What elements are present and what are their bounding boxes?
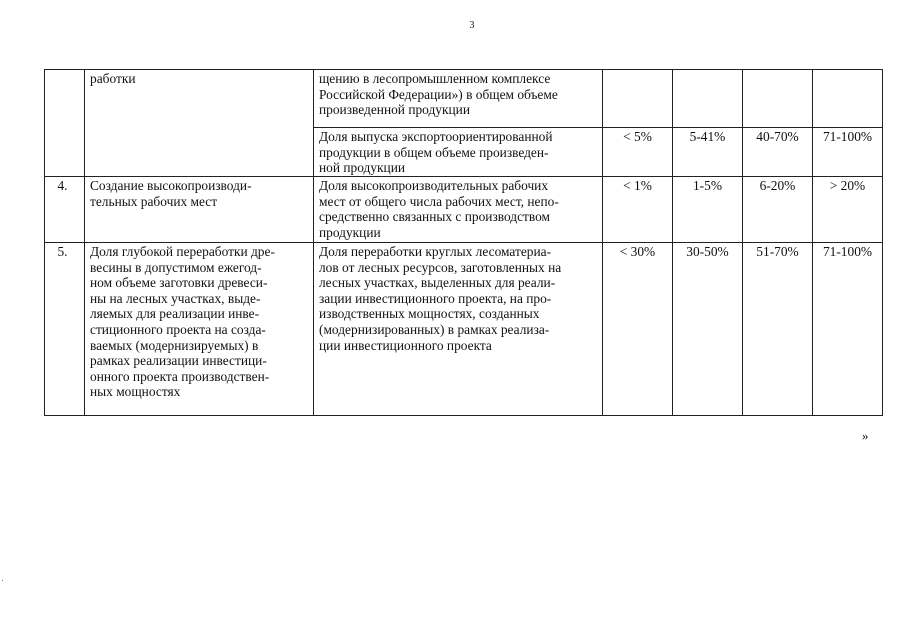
value-cell: < 5% [603, 128, 673, 177]
value-cell: < 30% [603, 243, 673, 416]
value-cell: 71-100% [813, 128, 883, 177]
value-cell [743, 70, 813, 128]
scan-artifact [2, 580, 3, 581]
value-cell: 40-70% [743, 128, 813, 177]
row-number-cell: 4. [45, 177, 85, 243]
indicator-cell: Доля выпуска экспортоориентированной продукции в общем объеме произведен- ной продукции [314, 128, 603, 177]
value-cell: 5-41% [673, 128, 743, 177]
value-cell: 1-5% [673, 177, 743, 243]
indicator-cell: Доля высокопроизводительных рабочих мест от общего числа рабочих мест, непо- средственно связанных с производством продукции [314, 177, 603, 243]
value-cell [813, 70, 883, 128]
table-row [45, 70, 883, 128]
table-row [45, 243, 883, 416]
row-number-cell [45, 70, 85, 177]
value-cell [673, 70, 743, 128]
criteria-table [44, 69, 883, 416]
value-cell: 51-70% [743, 243, 813, 416]
value-cell: < 1% [603, 177, 673, 243]
row-number-cell: 5. [45, 243, 85, 416]
criterion-name-cell: Доля глубокой переработки дре- весины в допустимом ежегод- ном объеме заготовки древеси- ны на лесных участках, выде- ляемых для реализации инве- стиционного проекта на созда- ваемых (модернизируемых) в рамках реализации инвестици- онного проекта производствен- ных мощностях [85, 243, 314, 416]
value-cell: > 20% [813, 177, 883, 243]
table-row [45, 177, 883, 243]
indicator-cell: щению в лесопромышленном комплексе Российской Федерации») в общем объеме произведенной продукции [314, 70, 603, 128]
value-cell: 6-20% [743, 177, 813, 243]
value-cell [603, 70, 673, 128]
criterion-name-cell: Создание высокопроизводи- тельных рабочих мест [85, 177, 314, 243]
page-number: 3 [469, 20, 475, 31]
criterion-name-cell: работки [85, 70, 314, 177]
value-cell: 30-50% [673, 243, 743, 416]
closing-quote-mark: » [862, 428, 869, 443]
indicator-cell: Доля переработки круглых лесоматериа- лов от лесных ресурсов, заготовленных на лесных участках, выделенных для реали- зации инвестиционного проекта, на про- изводственных мощностях, созданных (модернизированных) в рамках реализа- ции инвестиционного проекта [314, 243, 603, 416]
value-cell: 71-100% [813, 243, 883, 416]
